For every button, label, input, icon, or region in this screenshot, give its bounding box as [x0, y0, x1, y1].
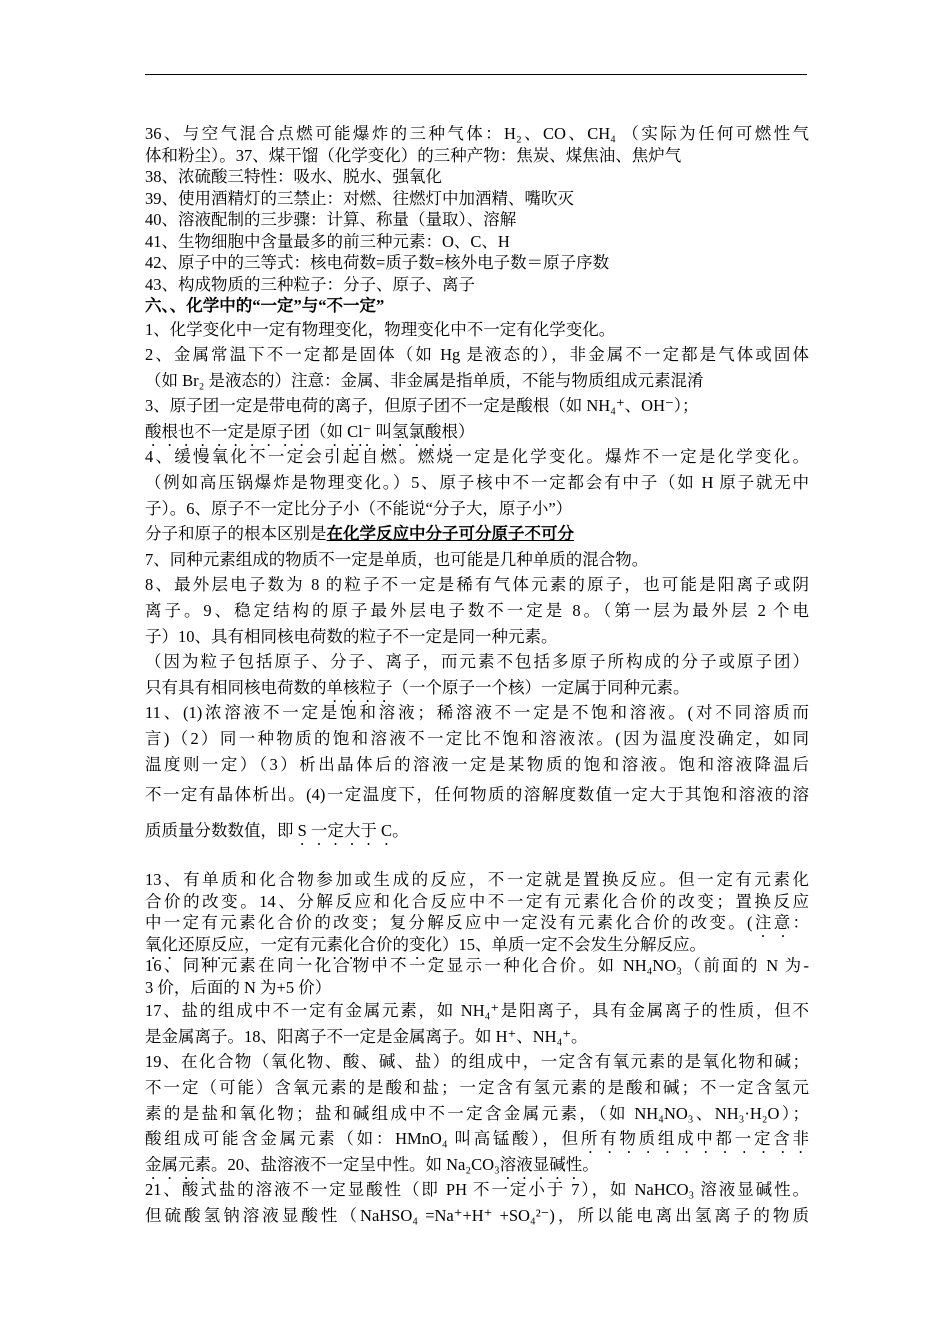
- text-line: [145, 813, 809, 849]
- text-line: [145, 1126, 809, 1152]
- emphasis-phrase: 所有物质组成中都一定含非: [580, 1129, 809, 1149]
- header-rule: [145, 74, 807, 75]
- emphasis-line: 酸根也不一定是原子团（如 Cl⁻ 叫氢氯酸根）: [145, 421, 475, 441]
- text-line: 子）。6、原子不一定比分子小（不能说“分子大，原子小”）: [145, 498, 573, 518]
- text-line: 2、金属常温下不一定都是固体（如 Hg 是液态的），非金属不一定都是气体或固体: [145, 345, 809, 365]
- emphasis-phrase: 单核粒子: [326, 677, 393, 697]
- line-part: 。20、盐溶液不一定呈中性。如 Na₂CO₃: [211, 1154, 500, 1174]
- underlined-phrase: 在化学反应中分子可分原子不可分: [326, 524, 574, 544]
- text-line: 体和粉尘）。37、煤干馏（化学变化）的三种产物：焦炭、煤焦油、焦炉气: [145, 145, 682, 165]
- line-part: 酸组成可能含金属元素（如：HMnO₄ 叫高锰酸），但: [145, 1129, 581, 1149]
- text-line: （如 Br₂ 是液态的）注意：金属、非金属是指单质，不能与物质组成元素混淆: [145, 370, 704, 390]
- text-line: [145, 521, 809, 547]
- line-part: 分子和原子的根本区别是: [145, 524, 327, 544]
- text-line: 子）10、具有相同核电荷数的粒子不一定是同一种元素。: [145, 626, 558, 646]
- text-line: 4、缓慢氧化不一定会引起自燃。燃烧一定是化学变化。爆炸不一定是化学变化。: [145, 447, 809, 467]
- emphasis-phrase: 注意：: [752, 913, 810, 933]
- line-part: ）15、单质一定不会发生分解反应。: [442, 934, 706, 954]
- text-line: 3 价，后面的 N 为+5 价）: [145, 977, 332, 997]
- section-heading: 六、、化学中的“一定”与“不一定”: [145, 296, 385, 315]
- text-line: 1、化学变化中一定有物理变化，物理变化中不一定有化学变化。: [145, 319, 616, 339]
- line-part: 中一定有元素化合价的改变；复分解反应中一定没有元素化合价的改变。(: [145, 913, 753, 933]
- text-line: 40、溶液配制的三步骤：计算、称量（量取）、溶解: [145, 210, 517, 229]
- text-line: 38、浓硫酸三特性：吸水、脱水、强氧化: [145, 167, 442, 186]
- line-part: 。: [582, 1154, 599, 1174]
- text-line: 16、同种元素在同一化合物中不一定显示一种化合价。如 NH₄NO₃（前面的 N 为-: [145, 956, 809, 976]
- text-line: 合价的改变。14、分解反应和化合反应中不一定有元素化合价的改变；置换反应: [145, 891, 809, 911]
- text-line: 43、构成物质的三种粒子：分子、原子、离子: [145, 274, 475, 294]
- text-line: [145, 912, 809, 934]
- document-body: [145, 123, 809, 1229]
- text-line: [145, 675, 809, 701]
- text-line: 39、使用酒精灯的三禁止：对燃、往燃灯中加酒精、嘴吹灭: [145, 188, 574, 208]
- text-line: [145, 1152, 809, 1178]
- line-part: 质质量分数数值，即: [145, 821, 298, 841]
- text-line: 不一定有晶体析出。(4)一定温度下，任何物质的溶解度数值一定大于其饱和溶液的溶: [145, 785, 809, 805]
- text-line: 3、原子团一定是带电荷的离子，但原子团不一定是酸根（如 NH₄⁺、OH⁻）；: [145, 396, 699, 416]
- text-line: 42、原子中的三等式：核电荷数=质子数=核外电子数＝原子序数: [145, 253, 610, 272]
- text-line: 是金属离子。18、阳离子不一定是金属离子。如 H⁺、NH₄⁺。: [145, 1026, 588, 1046]
- text-line: 36、与空气混合点燃可能爆炸的三种气体：H₂、CO、CH₄ （实际为任何可燃性气: [145, 124, 809, 143]
- line-part: 只有具有相同核电荷数的: [145, 677, 327, 697]
- text-line: 8、最外层电子数为 8 的粒子不一定是稀有气体元素的原子，也可能是阳离子或阴: [145, 575, 809, 595]
- emphasis-phrase: 金属元素: [145, 1154, 211, 1174]
- emphasis-phrase: S 一定大于 C: [297, 821, 393, 841]
- text-line: 但硫酸氢钠溶液显酸性（NaHSO₄ =Na⁺+H⁺ +SO₄²⁻)，所以能电离出氢离子的物质: [145, 1205, 809, 1225]
- text-line: 21、酸式盐的溶液不一定显酸性（即 PH 不一定小于 7），如 NaHCO₃ 溶液显碱性。: [145, 1180, 809, 1200]
- text-line: 素的是盐和氧化物；盐和碱组成中不一定含金属元素，（如 NH₄NO₃、NH₃·H₂O）；: [145, 1103, 809, 1123]
- text-line: 不一定（可能）含氧元素的是酸和盐；一定含有氢元素的是酸和碱；不一定含氢元: [145, 1077, 809, 1097]
- emphasis-phrase: 氧化还原反应，一定有元素化合价的变化: [145, 934, 442, 954]
- text-line: 言)（2）同一种物质的饱和溶液不一定比不饱和溶液浓。(因为温度没确定，如同: [145, 729, 809, 748]
- paragraph-gap: [145, 849, 809, 869]
- text-line: 19、在化合物（氧化物、酸、碱、盐）的组成中，一定含有氧元素的是氧化物和碱；: [145, 1052, 809, 1072]
- line-part: 。: [392, 821, 409, 841]
- text-line: 7、同种元素组成的物质不一定是单质，也可能是几种单质的混合物。: [145, 549, 649, 569]
- text-line: 17、盐的组成中不一定有金属元素，如 NH₄⁺是阳离子，具有金属离子的性质，但不: [145, 1001, 809, 1021]
- line-part: （一个原子一个核）一定属于同种元素。: [392, 677, 690, 697]
- text-line: （因为粒子包括原子、分子、离子，而元素不包括多原子所构成的分子或原子团）: [145, 652, 809, 672]
- text-line: （例如高压锅爆炸是物理变化。）5、原子核中不一定都会有中子（如 H 原子就无中: [145, 473, 809, 493]
- text-line: [145, 934, 809, 956]
- text-line: 41、生物细胞中含量最多的前三种元素：O、C、H: [145, 231, 510, 251]
- text-line: 温度则一定）（3）析出晶体后的溶液一定是某物质的饱和溶液。饱和溶液降温后: [145, 754, 809, 774]
- emphasis-phrase: 溶液显碱性: [499, 1154, 583, 1174]
- text-line: 11、(1)浓溶液不一定是饱和溶液；稀溶液不一定是不饱和溶液。(对不同溶质而: [145, 703, 809, 723]
- text-line: 离子。9、稳定结构的原子最外层电子数不一定是 8。（第一层为最外层 2 个电: [145, 601, 810, 621]
- text-line: 13、有单质和化合物参加或生成的反应，不一定就是置换反应。但一定有元素化: [145, 870, 809, 890]
